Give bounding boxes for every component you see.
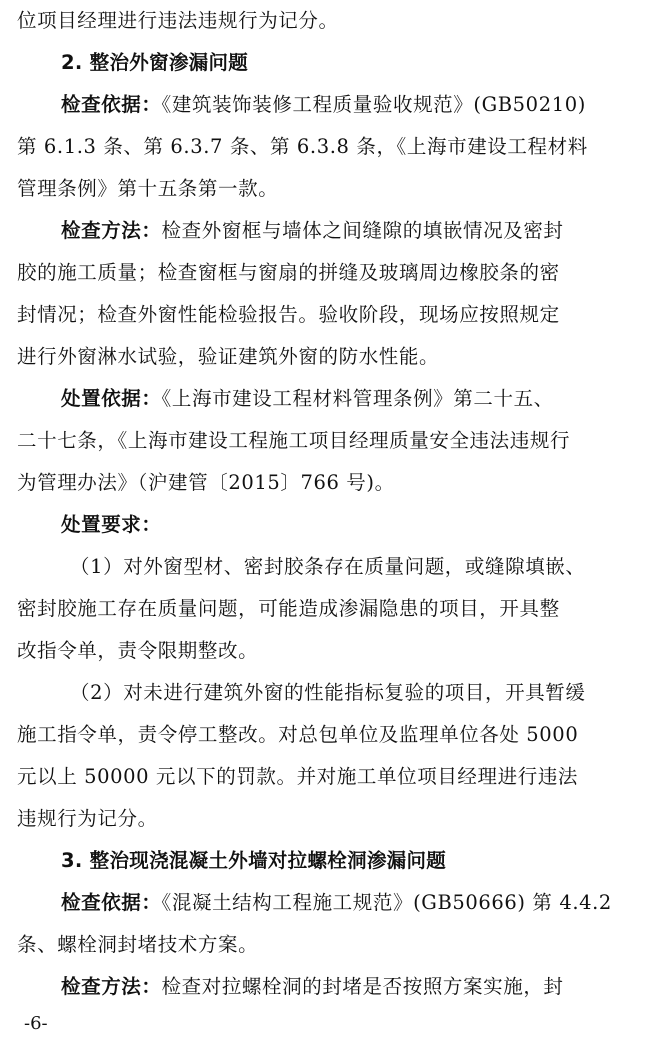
paragraph-line: 管理条例》第十五条第一款。: [17, 177, 279, 200]
disposal-requirements-label: 处置要求：: [61, 513, 162, 536]
paragraph-line: 进行外窗淋水试验，验证建筑外窗的防水性能。: [17, 345, 440, 368]
disposal-basis-label: 处置依据：: [61, 387, 162, 410]
section-heading-3: 3. 整治现浇混凝土外墙对拉螺栓洞渗漏问题: [61, 849, 447, 872]
paragraph-line: [61, 385, 645, 413]
paragraph-line: 第 6.1.3 条、第 6.3.7 条、第 6.3.8 条，《上海市建设工程材料: [17, 135, 588, 158]
paragraph-line: [61, 889, 645, 917]
text-line: 位项目经理进行违法违规行为记分。: [17, 9, 339, 32]
paragraph-line: 违规行为记分。: [17, 807, 158, 830]
paragraph-line: （2）对未进行建筑外窗的性能指标复验的项目，开具暂缓: [70, 681, 586, 704]
paragraph-line: [61, 91, 645, 119]
section-heading-2: 2. 整治外窗渗漏问题: [61, 51, 249, 74]
paragraph-line: 施工指令单，责令停工整改。对总包单位及监理单位各处 5000: [17, 723, 579, 746]
text-run: 检查对拉螺栓洞的封堵是否按照方案实施，封: [161, 975, 564, 998]
paragraph-line: [61, 973, 645, 1001]
page-number: -6-: [24, 1013, 48, 1034]
text-run: 《混凝土结构工程施工规范》(GB50666) 第 4.4.2: [161, 891, 612, 914]
paragraph-line: 元以上 50000 元以下的罚款。并对施工单位项目经理进行违法: [17, 765, 579, 788]
paragraph-line: 改指令单，责令限期整改。: [17, 639, 259, 662]
inspection-basis-label: 检查依据：: [61, 891, 162, 914]
text-run: 《上海市建设工程材料管理条例》第二十五、: [161, 387, 554, 410]
inspection-method-label: 检查方法：: [61, 975, 162, 998]
paragraph-line: 密封胶施工存在质量问题，可能造成渗漏隐患的项目，开具整: [17, 597, 560, 620]
paragraph-line: 二十七条，《上海市建设工程施工项目经理质量安全违法违规行: [17, 429, 571, 452]
paragraph-line: 胶的施工质量；检查窗框与窗扇的拼缝及玻璃周边橡胶条的密: [17, 261, 560, 284]
text-run: 《建筑装饰装修工程质量验收规范》(GB50210): [161, 93, 586, 116]
inspection-basis-label: 检查依据：: [61, 93, 162, 116]
paragraph-line: 封情况；检查外窗性能检验报告。验收阶段，现场应按照规定: [17, 303, 560, 326]
paragraph-line: [61, 217, 645, 245]
paragraph-line: 条、螺栓洞封堵技术方案。: [17, 933, 259, 956]
paragraph-line: （1）对外窗型材、密封胶条存在质量问题，或缝隙填嵌、: [70, 555, 586, 578]
paragraph-line: 为管理办法》（沪建管〔2015〕766 号)。: [17, 471, 395, 494]
text-run: 检查外窗框与墙体之间缝隙的填嵌情况及密封: [161, 219, 564, 242]
inspection-method-label: 检查方法：: [61, 219, 162, 242]
